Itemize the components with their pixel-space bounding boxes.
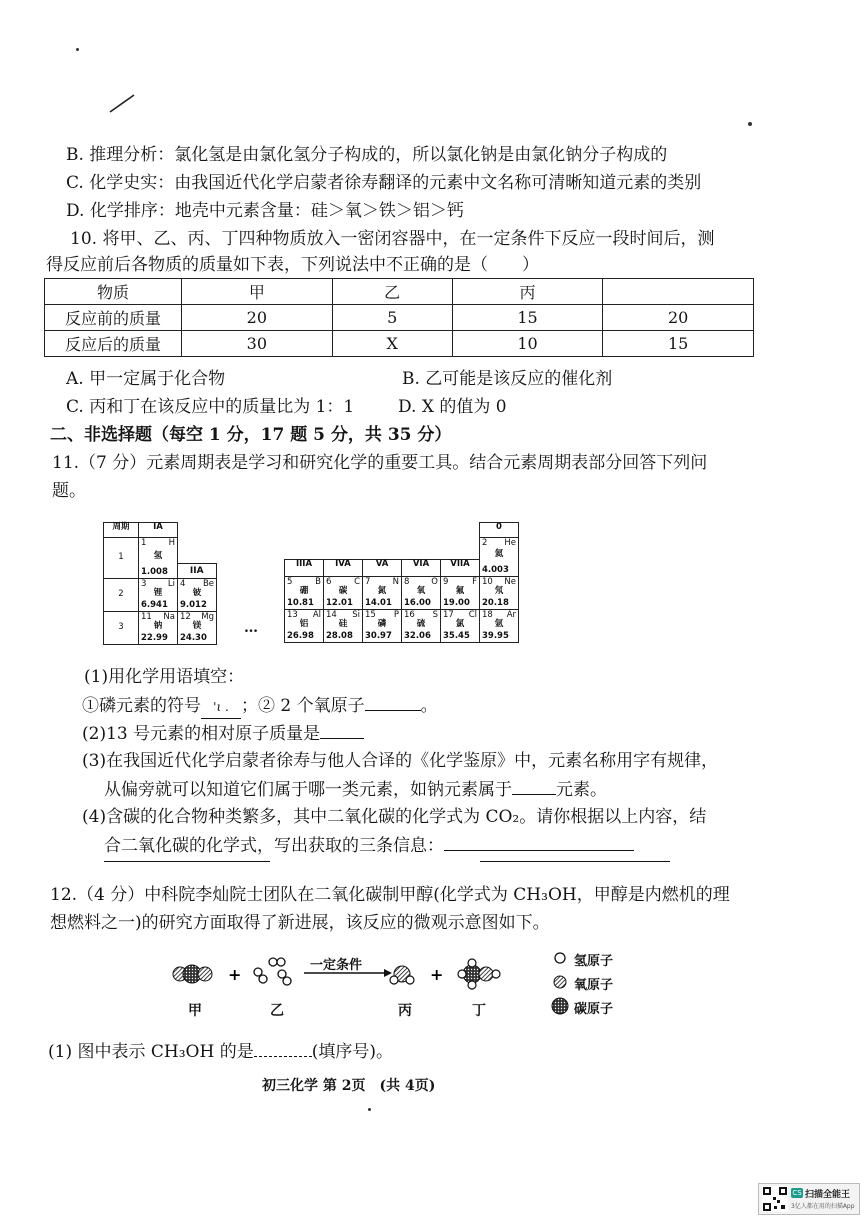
question-text: (填序号)。	[311, 1042, 393, 1062]
period-label: 1	[104, 538, 139, 579]
element-cell-p	[363, 610, 401, 642]
table-row	[45, 331, 754, 357]
badge-title: 扫描全能王	[805, 1190, 851, 1200]
page-footer: 初三化学 第 2页 (共 4页)	[262, 1078, 436, 1094]
question-text: 元素。	[556, 780, 607, 800]
element-symbol: Li	[167, 579, 175, 589]
legend-hydrogen: 氢原子	[574, 954, 614, 969]
element-cell-he	[480, 538, 518, 576]
q10-stem-2: 得反应前后各物质的质量如下表，下列说法中不正确的是（ ）	[46, 255, 539, 275]
legend-hydrogen-icon	[555, 953, 565, 963]
element-name: 铍	[192, 588, 202, 598]
q10-option-c: C. 丙和丁在该反应中的质量比为 1：1	[66, 397, 355, 417]
element-name: 氧	[416, 586, 426, 596]
element-symbol: P	[393, 610, 399, 620]
table-cell: 20	[603, 305, 754, 331]
legend-carbon: 碳原子	[574, 1002, 614, 1017]
element-name: 铝	[299, 619, 309, 629]
arrow-head	[384, 969, 392, 977]
table-cell: 反应后的质量	[45, 331, 182, 357]
element-name: 氯	[455, 619, 465, 629]
question-text: 。	[420, 696, 438, 716]
element-cell-cl	[441, 610, 479, 642]
periodic-table-left	[103, 522, 217, 645]
element-number: 13	[287, 610, 298, 620]
molecule-hydrogen	[254, 958, 291, 985]
element-cell-n	[363, 577, 401, 609]
element-mass: 16.00	[404, 597, 431, 608]
table-cell: 乙	[332, 279, 452, 305]
element-name: 锂	[153, 588, 163, 598]
table-cell: 5	[332, 305, 452, 331]
element-mass: 10.81	[287, 597, 314, 608]
table-row	[45, 305, 754, 331]
element-number: 3	[141, 579, 147, 589]
question-text: 合二氧化碳的化学式，写出获取的三条信息：	[104, 836, 444, 856]
element-number: 18	[482, 610, 493, 620]
element-mass: 35.45	[443, 630, 470, 641]
element-cell-s	[402, 610, 440, 642]
element-symbol: F	[472, 577, 477, 587]
element-name: 硼	[299, 586, 309, 596]
element-mass: 26.98	[287, 630, 314, 641]
element-number: 14	[326, 610, 337, 620]
answer-blank-methanol[interactable]	[254, 1040, 312, 1057]
plus-sign: +	[430, 965, 444, 984]
element-number: 4	[180, 579, 186, 589]
element-number: 12	[180, 612, 191, 622]
answer-blank-phosphorus[interactable]: 'ι .	[201, 696, 241, 719]
q12-stem: 12.（4 分）中科院李灿院士团队在二氧化碳制甲醇(化学式为 CH₃OH，甲醇是内燃机的理	[50, 885, 730, 905]
table-ellipsis: …	[244, 620, 258, 636]
element-cell-si	[324, 610, 362, 642]
label-bing: 丙	[398, 1003, 412, 1019]
q11-sub4-2	[104, 834, 634, 857]
table-cell: 物质	[45, 279, 182, 305]
q11-sub2	[82, 722, 364, 745]
element-cell-na	[139, 612, 177, 644]
table-row	[45, 279, 754, 305]
group-header: 0	[480, 523, 519, 538]
element-mass: 32.06	[404, 630, 431, 641]
table-cell	[603, 279, 754, 305]
element-mass: 19.00	[443, 597, 470, 608]
element-number: 9	[443, 577, 449, 587]
element-number: 1	[141, 538, 147, 548]
element-number: 16	[404, 610, 415, 620]
question-text: ；② 2 个氧原子	[241, 696, 365, 716]
element-symbol: Ar	[506, 610, 516, 620]
element-symbol: Be	[202, 579, 214, 589]
element-symbol: Al	[312, 610, 321, 620]
element-number: 5	[287, 577, 293, 587]
element-name: 碳	[338, 586, 348, 596]
element-name: 磷	[377, 619, 387, 629]
element-cell-ar	[480, 610, 518, 642]
element-number: 7	[365, 577, 371, 587]
question-text: (1) 图中表示 CH₃OH 的是	[48, 1042, 254, 1062]
molecule-methanol	[458, 959, 500, 989]
molecule-co2	[173, 965, 212, 983]
element-symbol: C	[354, 577, 360, 587]
q11-sub3: (3)在我国近代化学启蒙者徐寿与他人合译的《化学鉴原》中，元素名称用字有规律，	[82, 751, 719, 771]
answer-blank-info-2[interactable]	[104, 860, 270, 862]
qr-code-icon	[762, 1186, 788, 1212]
element-mass: 24.30	[180, 632, 207, 643]
element-symbol: B	[315, 577, 321, 587]
answer-blank-category[interactable]	[512, 778, 556, 795]
element-symbol: Cl	[468, 610, 477, 620]
element-name: 钠	[153, 621, 163, 631]
element-cell-be	[178, 579, 216, 611]
periodic-table-right	[284, 522, 519, 643]
dot-mark	[748, 122, 752, 126]
element-name: 硅	[338, 619, 348, 629]
element-mass: 14.01	[365, 597, 392, 608]
element-name: 氦	[494, 549, 504, 559]
label-jia: 甲	[188, 1003, 202, 1019]
element-number: 10	[482, 577, 493, 587]
group-header: VIA	[402, 559, 441, 576]
legend-oxygen-icon	[554, 976, 566, 988]
element-mass: 22.99	[141, 632, 168, 643]
answer-blank-info-3[interactable]	[480, 860, 670, 862]
table-cell: 反应前的质量	[45, 305, 182, 331]
group-header: IIIA	[285, 559, 324, 576]
group-header: IVA	[324, 559, 363, 576]
period-label: 2	[104, 579, 139, 612]
element-cell-c	[324, 577, 362, 609]
q11-sub4: (4)含碳的化合物种类繁多，其中二氧化碳的化学式为 CO₂。请你根据以上内容，结	[82, 807, 707, 827]
element-mass: 20.18	[482, 597, 509, 608]
q11-sub1-item	[82, 694, 438, 719]
element-number: 11	[141, 612, 152, 622]
q11-stem: 11.（7 分）元素周期表是学习和研究化学的重要工具。结合元素周期表部分回答下列问	[52, 453, 708, 473]
q11-stem-2: 题。	[52, 481, 86, 501]
q12-stem-2: 想燃料之一)的研究方面取得了新进展，该反应的微观示意图如下。	[50, 913, 550, 933]
table-cell: 丙	[452, 279, 603, 305]
element-cell-o	[402, 577, 440, 609]
q10-stem: 10. 将甲、乙、丙、丁四种物质放入一密闭容器中，在一定条件下反应一段时间后，测	[70, 229, 715, 249]
table-cell: X	[332, 331, 452, 357]
element-cell-mg	[178, 612, 216, 644]
element-name: 氖	[494, 586, 504, 596]
element-mass: 30.97	[365, 630, 392, 641]
legend-carbon-icon	[552, 998, 568, 1014]
element-mass: 6.941	[141, 599, 168, 610]
q10-option-d: D. X 的值为 0	[398, 397, 507, 417]
legend-oxygen: 氧原子	[574, 978, 614, 993]
element-number: 2	[482, 538, 488, 548]
group-header: VA	[363, 559, 402, 576]
q11-sub3-2	[104, 778, 607, 801]
group-header: VIIA	[441, 559, 480, 576]
element-name: 氢	[153, 551, 163, 561]
element-name: 氩	[494, 619, 504, 629]
element-cell-h	[139, 538, 177, 578]
q10-option-a: A. 甲一定属于化合物	[66, 369, 226, 389]
label-yi: 乙	[270, 1003, 284, 1019]
element-name: 氮	[377, 586, 387, 596]
element-cell-ne	[480, 577, 518, 609]
scanner-watermark	[758, 1183, 860, 1215]
element-cell-al	[285, 610, 323, 642]
q9-option-d: D. 化学排序：地壳中元素含量：硅＞氧＞铁＞铝＞钙	[66, 201, 464, 221]
element-symbol: H	[168, 538, 175, 548]
period-label: 3	[104, 612, 139, 645]
element-mass: 9.012	[180, 599, 207, 610]
element-mass: 12.01	[326, 597, 353, 608]
table-cell: 15	[603, 331, 754, 357]
q11-sub1-title: (1)用化学用语填空：	[84, 667, 245, 687]
dot-mark	[76, 48, 79, 51]
group-header: IA	[139, 523, 178, 538]
element-name: 氟	[455, 586, 465, 596]
element-mass: 39.95	[482, 630, 509, 641]
q10-table	[44, 278, 754, 357]
label-ding: 丁	[472, 1003, 486, 1019]
brand-logo-icon: CS	[792, 1189, 802, 1197]
table-cell: 20	[182, 305, 333, 331]
section-title: 二、非选择题（每空 1 分，17 题 5 分，共 35 分）	[50, 425, 452, 445]
element-name: 镁	[192, 621, 202, 631]
element-mass: 28.08	[326, 630, 353, 641]
question-text: (2)13 号元素的相对原子质量是	[82, 724, 321, 744]
pen-mark	[108, 92, 138, 114]
reaction-condition: 一定条件	[310, 958, 363, 973]
period-header: 周期	[104, 523, 139, 538]
table-cell: 甲	[182, 279, 333, 305]
table-cell: 10	[452, 331, 603, 357]
element-cell-li	[139, 579, 177, 611]
question-text: ①磷元素的符号	[82, 696, 201, 716]
q10-option-b: B. 乙可能是该反应的催化剂	[402, 369, 613, 389]
q12-sub1	[48, 1040, 393, 1063]
question-text: 从偏旁就可以知道它们属于哪一类元素，如钠元素属于	[104, 780, 512, 800]
answer-blank-oxygen[interactable]	[365, 694, 421, 711]
table-cell: 15	[452, 305, 603, 331]
group-header: IIA	[178, 563, 217, 578]
element-number: 17	[443, 610, 454, 620]
dot-mark	[368, 1108, 371, 1111]
element-mass: 4.003	[482, 564, 509, 575]
answer-blank-mass[interactable]	[320, 722, 364, 739]
element-number: 6	[326, 577, 332, 587]
q9-option-b: B. 推理分析：氯化氢是由氯化氢分子构成的，所以氯化钠是由氯化钠分子构成的	[66, 145, 668, 165]
table-cell: 30	[182, 331, 333, 357]
badge-subtitle: 3亿人都在用的扫描App	[791, 1203, 855, 1210]
element-symbol: Mg	[201, 612, 214, 622]
element-symbol: Na	[163, 612, 175, 622]
plus-sign: +	[228, 965, 242, 984]
element-symbol: He	[504, 538, 516, 548]
element-mass: 1.008	[141, 566, 168, 577]
element-cell-f	[441, 577, 479, 609]
element-symbol: O	[431, 577, 438, 587]
element-symbol: Si	[352, 610, 360, 620]
element-number: 15	[365, 610, 376, 620]
element-symbol: S	[432, 610, 438, 620]
element-symbol: Ne	[504, 577, 516, 587]
molecule-water	[390, 966, 414, 984]
element-symbol: N	[392, 577, 399, 587]
element-name: 硫	[416, 619, 426, 629]
element-cell-b	[285, 577, 323, 609]
q9-option-c: C. 化学史实：由我国近代化学启蒙者徐寿翻译的元素中文名称可清晰知道元素的类别	[66, 173, 702, 193]
element-number: 8	[404, 577, 410, 587]
answer-blank-info-1[interactable]	[444, 834, 634, 851]
